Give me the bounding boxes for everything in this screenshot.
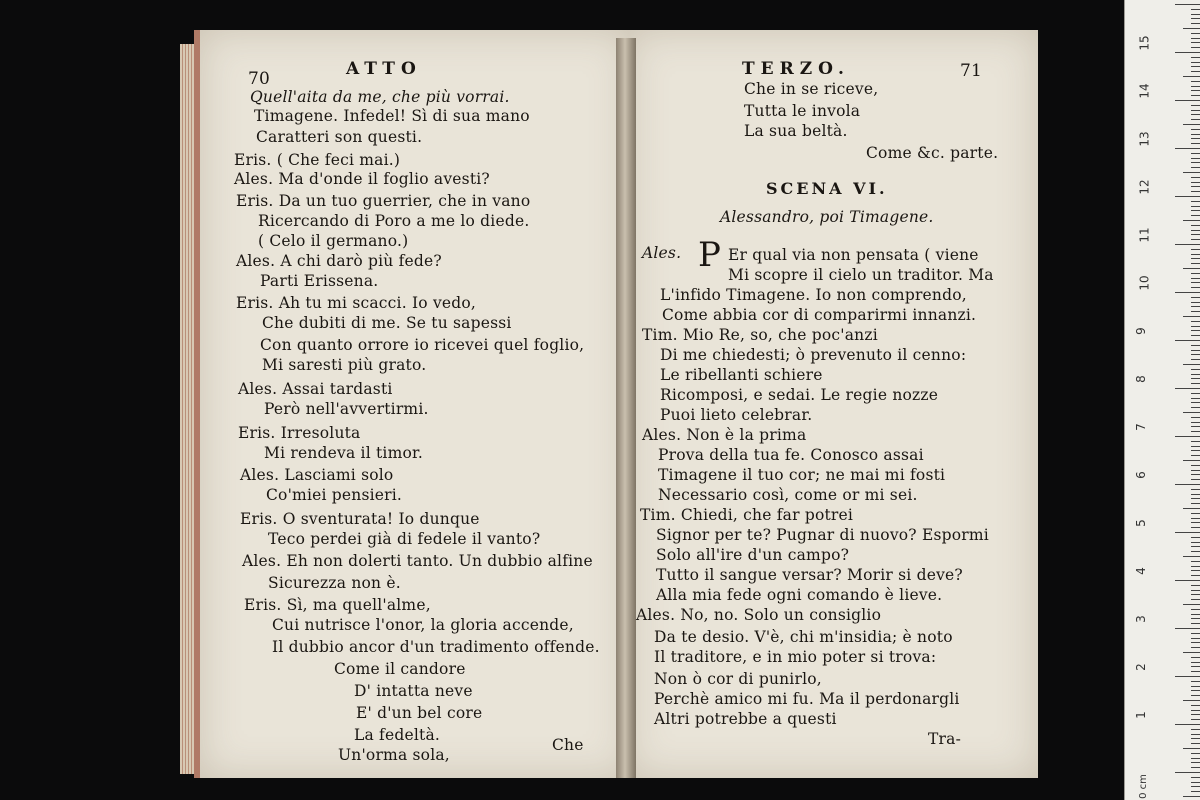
ruler-tick <box>1191 282 1200 283</box>
ruler-tick <box>1191 18 1200 19</box>
ruler-tick <box>1191 119 1200 120</box>
text-line: Perchè amico mi fu. Ma il perdonargli <box>654 690 960 708</box>
ruler-tick <box>1191 542 1200 543</box>
catchword: Che <box>552 736 584 754</box>
text-line: Tutta le invola <box>744 102 861 120</box>
ruler-tick <box>1191 138 1200 139</box>
drop-cap: P <box>698 235 721 275</box>
ruler-tick <box>1191 642 1200 643</box>
ruler-tick <box>1191 719 1200 720</box>
ruler-tick <box>1191 786 1200 787</box>
ruler-tick <box>1191 9 1200 10</box>
ruler-tick <box>1191 537 1200 538</box>
catchword: Tra- <box>928 730 962 748</box>
ruler-tick <box>1191 129 1200 130</box>
ruler-tick <box>1191 609 1200 610</box>
text-line: ( Celo il germano.) <box>258 232 409 250</box>
ruler-tick <box>1191 23 1200 24</box>
ruler-tick <box>1183 508 1200 509</box>
ruler-tick <box>1175 4 1200 5</box>
text-line: Sicurezza non è. <box>268 574 401 592</box>
ruler-tick <box>1191 369 1200 370</box>
ruler-tick <box>1191 302 1200 303</box>
ruler-tick <box>1191 662 1200 663</box>
open-book <box>176 24 1054 784</box>
ruler-tick <box>1191 14 1200 15</box>
ruler-tick <box>1175 244 1200 245</box>
ruler-tick <box>1191 614 1200 615</box>
ruler-tick <box>1191 681 1200 682</box>
text-line: Eris. Da un tuo guerrier, che in vano <box>236 192 531 210</box>
ruler-number: 6 <box>1133 471 1148 479</box>
ruler-tick <box>1191 33 1200 34</box>
text-line: Ales. Non è la prima <box>642 426 807 444</box>
ruler-tick <box>1191 330 1200 331</box>
ruler-tick <box>1191 311 1200 312</box>
ruler-tick <box>1191 62 1200 63</box>
ruler-tick <box>1191 383 1200 384</box>
text-line: Parti Erissena. <box>260 272 379 290</box>
ruler-tick <box>1191 206 1200 207</box>
ruler-tick <box>1191 585 1200 586</box>
ruler-tick <box>1191 767 1200 768</box>
text-line: Il traditore, e in mio poter si trova: <box>654 648 937 666</box>
ruler-tick <box>1191 575 1200 576</box>
ruler-tick <box>1191 143 1200 144</box>
text-line: La fedeltà. <box>354 726 441 744</box>
ruler-tick <box>1191 618 1200 619</box>
book-gutter <box>616 38 636 778</box>
text-line: Tim. Mio Re, so, che poc'anzi <box>642 326 878 344</box>
page-number: 70 <box>248 69 271 89</box>
ruler-tick <box>1191 599 1200 600</box>
text-line: Eris. Ah tu mi scacci. Io vedo, <box>236 294 477 312</box>
ruler-tick <box>1191 86 1200 87</box>
text-line: Quell'aita da me, che più vorrai. <box>250 88 510 106</box>
ruler-tick <box>1191 570 1200 571</box>
ruler-tick <box>1191 518 1200 519</box>
ruler-tick <box>1191 666 1200 667</box>
ruler-tick <box>1183 268 1200 269</box>
text-line: Però nell'avvertirmi. <box>264 400 429 418</box>
text-line: Eris. O sventurata! Io dunque <box>240 510 480 528</box>
ruler-tick <box>1191 273 1200 274</box>
ruler-tick <box>1175 196 1200 197</box>
ruler-tick <box>1191 47 1200 48</box>
text-line: Tutto il sangue versar? Morir si deve? <box>656 566 963 584</box>
text-line: Da te desio. V'è, chi m'insidia; è noto <box>654 628 953 646</box>
text-line: Ales. Assai tardasti <box>238 380 393 398</box>
ruler-tick <box>1191 566 1200 567</box>
ruler-tick <box>1175 628 1200 629</box>
ruler-number: 4 <box>1133 567 1148 575</box>
ruler-tick <box>1191 57 1200 58</box>
text-line: Eris. ( Che feci mai.) <box>234 151 401 169</box>
ruler-tick <box>1183 316 1200 317</box>
ruler-tick <box>1191 158 1200 159</box>
text-line: Non ò cor di punirlo, <box>654 670 822 688</box>
ruler-tick <box>1191 647 1200 648</box>
ruler-tick <box>1191 278 1200 279</box>
ruler-tick <box>1191 494 1200 495</box>
ruler-tick <box>1191 446 1200 447</box>
ruler-tick <box>1191 326 1200 327</box>
running-header: TERZO. <box>742 59 850 79</box>
ruler-number: 12 <box>1137 179 1152 195</box>
ruler-tick <box>1175 532 1200 533</box>
ruler-tick <box>1191 743 1200 744</box>
ruler-tick <box>1191 450 1200 451</box>
text-line: Alla mia fede ogni comando è lieve. <box>656 586 943 604</box>
ruler-tick <box>1175 724 1200 725</box>
ruler-tick <box>1191 426 1200 427</box>
text-line: Le ribellanti schiere <box>660 366 823 384</box>
scene-characters: Alessandro, poi Timagene. <box>720 208 934 226</box>
ruler-tick <box>1191 513 1200 514</box>
ruler-tick <box>1191 503 1200 504</box>
text-line: Eris. Irresoluta <box>238 424 361 442</box>
ruler-unit: 0 cm <box>1137 774 1149 799</box>
ruler-tick <box>1191 71 1200 72</box>
ruler-tick <box>1191 210 1200 211</box>
ruler-tick <box>1183 748 1200 749</box>
ruler-tick <box>1183 652 1200 653</box>
ruler-tick <box>1191 105 1200 106</box>
scene-heading: SCENA VI. <box>766 179 888 198</box>
text-line: Che dubiti di me. Se tu sapessi <box>262 314 512 332</box>
ruler-tick <box>1175 484 1200 485</box>
ruler-tick <box>1191 225 1200 226</box>
text-line: Come il candore <box>334 660 466 678</box>
ruler-tick <box>1191 263 1200 264</box>
ruler-tick <box>1191 393 1200 394</box>
text-line: Di me chiedesti; ò prevenuto il cenno: <box>660 346 967 364</box>
ruler-tick <box>1183 796 1200 797</box>
ruler-tick <box>1175 676 1200 677</box>
ruler-tick <box>1191 249 1200 250</box>
ruler-tick <box>1191 134 1200 135</box>
ruler-tick <box>1191 422 1200 423</box>
text-line: Mi rendeva il timor. <box>264 444 424 462</box>
ruler-tick <box>1175 388 1200 389</box>
text-line: Ales. Lasciami solo <box>240 466 394 484</box>
ruler-number: 11 <box>1137 227 1152 243</box>
ruler-tick <box>1191 398 1200 399</box>
running-header: ATTO <box>346 59 422 79</box>
ruler-number: 14 <box>1137 83 1152 99</box>
text-line: Ales. Ma d'onde il foglio avesti? <box>234 170 490 188</box>
ruler-number: 10 <box>1137 275 1152 291</box>
ruler-tick <box>1183 460 1200 461</box>
ruler-tick <box>1191 167 1200 168</box>
ruler-tick <box>1191 191 1200 192</box>
ruler-number: 8 <box>1133 375 1148 383</box>
ruler-tick <box>1191 38 1200 39</box>
text-line: La sua beltà. <box>744 122 848 140</box>
ruler-tick <box>1191 762 1200 763</box>
ruler-tick <box>1191 590 1200 591</box>
ruler-tick <box>1191 354 1200 355</box>
ruler-tick <box>1191 417 1200 418</box>
text-line: Ricercando di Poro a me lo diede. <box>258 212 530 230</box>
ruler-tick <box>1191 177 1200 178</box>
ruler-tick <box>1191 695 1200 696</box>
text-line: Necessario così, come or mi sei. <box>658 486 918 504</box>
ruler-tick <box>1175 52 1200 53</box>
ruler-tick <box>1191 470 1200 471</box>
ruler-tick <box>1191 306 1200 307</box>
ruler-number: 9 <box>1133 327 1148 335</box>
text-line: Timagene. Infedel! Sì di sua mano <box>254 107 530 125</box>
page-number: 71 <box>960 61 983 81</box>
text-line: Ales. No, no. Solo un consiglio <box>636 606 882 624</box>
ruler-tick <box>1191 657 1200 658</box>
text-line: Cui nutrisce l'onor, la gloria accende, <box>272 616 574 634</box>
text-line: Come abbia cor di comparirmi innanzi. <box>662 306 977 324</box>
ruler-tick <box>1183 364 1200 365</box>
ruler-tick <box>1191 465 1200 466</box>
text-line: Caratteri son questi. <box>256 128 423 146</box>
ruler-number: 5 <box>1133 519 1148 527</box>
ruler-tick <box>1191 474 1200 475</box>
ruler-tick <box>1191 95 1200 96</box>
ruler-tick <box>1175 436 1200 437</box>
ruler-tick <box>1183 220 1200 221</box>
text-line: Timagene il tuo cor; ne mai mi fosti <box>658 466 946 484</box>
text-line: D' intatta neve <box>354 682 473 700</box>
ruler-tick <box>1191 350 1200 351</box>
ruler-tick <box>1191 201 1200 202</box>
text-line: E' d'un bel core <box>356 704 483 722</box>
ruler-number: 13 <box>1137 131 1152 147</box>
ruler-tick <box>1183 28 1200 29</box>
ruler-tick <box>1191 431 1200 432</box>
text-line: Prova della tua fe. Conosco assai <box>658 446 924 464</box>
ruler-tick <box>1191 690 1200 691</box>
ruler-tick <box>1191 182 1200 183</box>
text-line: Puoi lieto celebrar. <box>660 406 813 424</box>
ruler-tick <box>1183 172 1200 173</box>
ruler-tick <box>1191 81 1200 82</box>
ruler-tick <box>1191 287 1200 288</box>
ruler-tick <box>1183 556 1200 557</box>
ruler-tick <box>1191 782 1200 783</box>
ruler-tick <box>1191 402 1200 403</box>
text-line: Signor per te? Pugnar di nuovo? Espormi <box>656 526 989 544</box>
ruler-tick <box>1183 76 1200 77</box>
ruler-tick <box>1191 114 1200 115</box>
ruler-tick <box>1191 297 1200 298</box>
stage-direction: Come &c. parte. <box>866 144 999 162</box>
ruler-tick <box>1191 162 1200 163</box>
ruler-tick <box>1191 527 1200 528</box>
ruler-tick <box>1191 489 1200 490</box>
ruler-tick <box>1191 686 1200 687</box>
ruler-tick <box>1191 407 1200 408</box>
text-line: Con quanto orrore io ricevei quel foglio, <box>260 336 585 354</box>
ruler-tick <box>1191 321 1200 322</box>
ruler-tick <box>1191 254 1200 255</box>
text-line: Il dubbio ancor d'un tradimento offende. <box>272 638 600 656</box>
text-line: Ales. Eh non dolerti tanto. Un dubbio alfine <box>242 552 593 570</box>
ruler-tick <box>1191 638 1200 639</box>
ruler-tick <box>1175 100 1200 101</box>
ruler-tick <box>1191 378 1200 379</box>
ruler-tick <box>1175 148 1200 149</box>
text-line: Che in se riceve, <box>744 80 879 98</box>
ruler-tick <box>1191 455 1200 456</box>
ruler-tick <box>1175 292 1200 293</box>
text-line: Un'orma sola, <box>338 746 450 764</box>
ruler-tick <box>1175 772 1200 773</box>
ruler-tick <box>1191 522 1200 523</box>
ruler-tick <box>1191 705 1200 706</box>
ruler-tick <box>1191 110 1200 111</box>
text-line: Tim. Chiedi, che far potrei <box>640 506 854 524</box>
text-line: Co'miei pensieri. <box>266 486 403 504</box>
ruler-tick <box>1191 551 1200 552</box>
ruler-tick <box>1191 734 1200 735</box>
text-line: Er qual via non pensata ( viene <box>728 246 979 264</box>
ruler-tick <box>1191 729 1200 730</box>
text-line: Mi saresti più grato. <box>262 356 427 374</box>
ruler-tick <box>1191 633 1200 634</box>
text-line: Ales. A chi darò più fede? <box>236 252 442 270</box>
text-line: Mi scopre il cielo un traditor. Ma <box>728 266 994 284</box>
ruler-tick <box>1191 441 1200 442</box>
text-line: Teco perdei già di fedele il vanto? <box>268 530 541 548</box>
ruler-tick <box>1191 90 1200 91</box>
ruler-tick <box>1191 671 1200 672</box>
ruler-tick <box>1191 230 1200 231</box>
text-line: L'infido Timagene. Io non comprendo, <box>660 286 967 304</box>
ruler-tick <box>1191 479 1200 480</box>
ruler-tick <box>1191 561 1200 562</box>
ruler-tick <box>1191 345 1200 346</box>
text-line: Solo all'ire d'un campo? <box>656 546 850 564</box>
speaker-label: Ales. <box>642 244 682 262</box>
ruler-tick <box>1183 412 1200 413</box>
ruler-tick <box>1183 604 1200 605</box>
ruler-tick <box>1191 738 1200 739</box>
ruler-tick <box>1191 594 1200 595</box>
ruler-tick <box>1191 153 1200 154</box>
ruler-tick <box>1191 714 1200 715</box>
ruler-tick <box>1191 623 1200 624</box>
ruler-number: 15 <box>1137 35 1152 51</box>
ruler-tick <box>1191 215 1200 216</box>
ruler-tick <box>1175 340 1200 341</box>
ruler-tick <box>1191 335 1200 336</box>
ruler-tick <box>1191 758 1200 759</box>
ruler-tick <box>1191 66 1200 67</box>
ruler-tick <box>1191 374 1200 375</box>
text-line: Ricomposi, e sedai. Le regie nozze <box>660 386 939 404</box>
ruler-tick <box>1175 580 1200 581</box>
ruler-tick <box>1191 777 1200 778</box>
ruler-number: 1 <box>1133 711 1148 719</box>
ruler-tick <box>1183 124 1200 125</box>
ruler-tick <box>1191 234 1200 235</box>
ruler-tick <box>1191 791 1200 792</box>
ruler-tick <box>1191 498 1200 499</box>
ruler-tick <box>1191 239 1200 240</box>
ruler-number: 2 <box>1133 663 1148 671</box>
ruler-tick <box>1191 710 1200 711</box>
ruler-number: 3 <box>1133 615 1148 623</box>
ruler-tick <box>1191 359 1200 360</box>
ruler-tick <box>1191 753 1200 754</box>
measuring-ruler <box>1124 0 1200 800</box>
ruler-tick <box>1191 42 1200 43</box>
ruler-number: 7 <box>1133 423 1148 431</box>
ruler-tick <box>1191 258 1200 259</box>
text-line: Altri potrebbe a questi <box>654 710 837 728</box>
ruler-tick <box>1191 186 1200 187</box>
ruler-tick <box>1191 546 1200 547</box>
text-line: Eris. Sì, ma quell'alme, <box>244 596 431 614</box>
ruler-tick <box>1183 700 1200 701</box>
